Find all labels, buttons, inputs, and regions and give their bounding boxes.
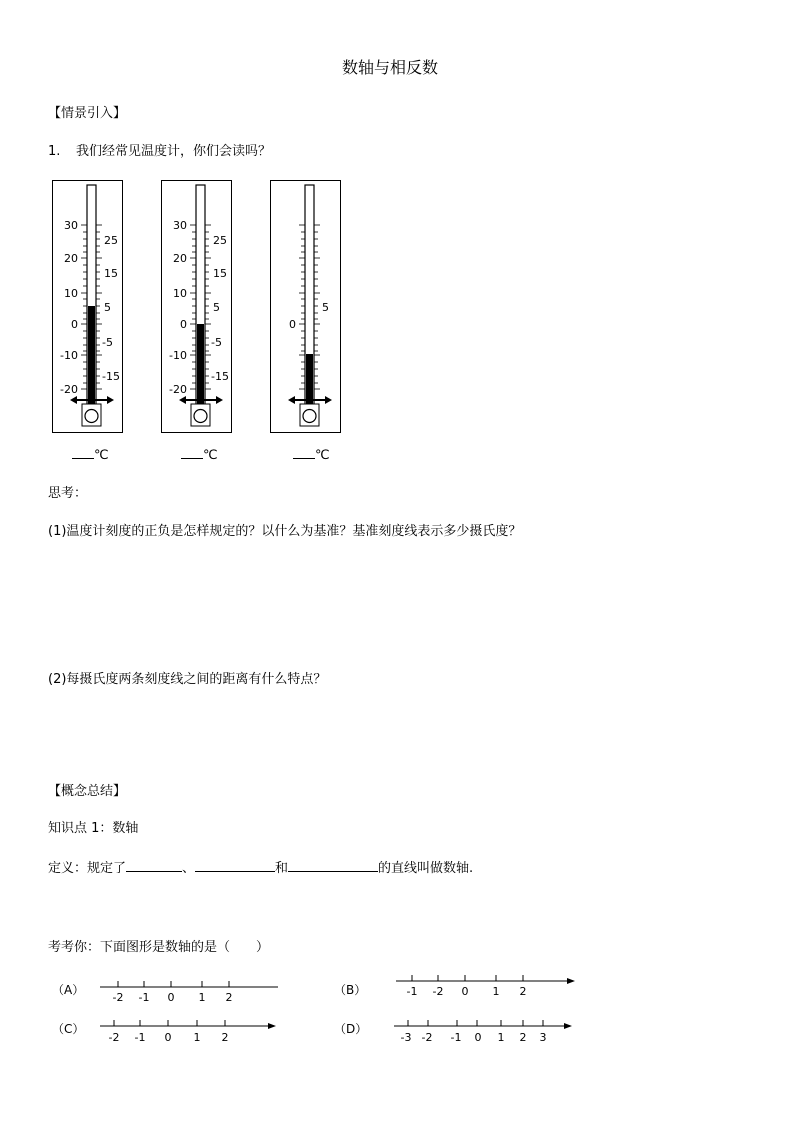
right-label: -5 bbox=[211, 336, 222, 349]
left-label: 20 bbox=[173, 252, 187, 265]
tick-label: -2 bbox=[112, 991, 124, 1004]
definition-line: 定义：规定了 、 和 的直线叫做数轴. bbox=[48, 861, 474, 876]
tick-label: 2 bbox=[225, 991, 233, 1004]
option-c-label[interactable]: （C） bbox=[52, 1022, 85, 1036]
tick-label: -3 bbox=[400, 1031, 412, 1044]
tick-label: 0 bbox=[474, 1031, 482, 1044]
left-label: 10 bbox=[64, 287, 78, 300]
answer-blank-2[interactable]: ℃ bbox=[181, 446, 218, 464]
option-d-label[interactable]: （D） bbox=[334, 1022, 368, 1036]
right-label: 5 bbox=[104, 301, 111, 314]
knowledge-point-1: 知识点 1：数轴 bbox=[48, 821, 139, 836]
tick-label: 1 bbox=[198, 991, 206, 1004]
left-label: 30 bbox=[173, 219, 187, 232]
tick-label: -1 bbox=[134, 1031, 146, 1044]
tick-label: 0 bbox=[461, 985, 469, 998]
right-label: 25 bbox=[104, 234, 118, 247]
definition-blank-1[interactable] bbox=[126, 859, 182, 872]
thermometer-3 bbox=[270, 180, 342, 434]
tick-label: 1 bbox=[497, 1031, 505, 1044]
left-label: 0 bbox=[180, 318, 187, 331]
tick-label: 0 bbox=[167, 991, 175, 1004]
question-number: 1. bbox=[48, 144, 61, 159]
think-question-2: (2)每摄氏度两条刻度线之间的距离有什么特点？ bbox=[48, 672, 327, 687]
left-label: 0 bbox=[289, 318, 296, 331]
tick-label: -1 bbox=[450, 1031, 462, 1044]
left-label: 0 bbox=[71, 318, 78, 331]
option-a-label[interactable]: （A） bbox=[52, 983, 85, 997]
question-text: 我们经常见温度计，你们会读吗？ bbox=[76, 144, 272, 159]
tick-label: -1 bbox=[138, 991, 150, 1004]
tick-label: 2 bbox=[221, 1031, 229, 1044]
right-label: 15 bbox=[104, 267, 118, 280]
tick-label: 3 bbox=[539, 1031, 547, 1044]
option-a-number-line bbox=[98, 976, 282, 1004]
definition-blank-2[interactable] bbox=[195, 859, 275, 872]
page-title: 数轴与相反数 bbox=[342, 58, 439, 77]
tick-label: -2 bbox=[432, 985, 444, 998]
section-heading-summary: 【概念总结】 bbox=[48, 784, 127, 799]
thermometer-1 bbox=[52, 180, 124, 434]
right-label: -15 bbox=[211, 370, 229, 383]
definition-blank-3[interactable] bbox=[288, 859, 378, 872]
right-label: -5 bbox=[102, 336, 113, 349]
right-label: -15 bbox=[102, 370, 120, 383]
left-label: 20 bbox=[64, 252, 78, 265]
think-question-1: (1)温度计刻度的正负是怎样规定的？以什么为基准？基准刻度线表示多少摄氏度？ bbox=[48, 524, 522, 539]
option-d-number-line bbox=[392, 1015, 578, 1045]
left-label: -10 bbox=[60, 349, 78, 362]
left-label: -10 bbox=[169, 349, 187, 362]
answer-blank-1[interactable]: ℃ bbox=[72, 446, 109, 464]
tick-label: -2 bbox=[108, 1031, 120, 1044]
tick-label: 0 bbox=[164, 1031, 172, 1044]
right-label: 5 bbox=[213, 301, 220, 314]
think-heading: 思考： bbox=[48, 486, 88, 501]
right-label: 15 bbox=[213, 267, 227, 280]
answer-blank-3[interactable]: ℃ bbox=[293, 446, 330, 464]
tick-label: -1 bbox=[406, 985, 418, 998]
left-label: -20 bbox=[60, 383, 78, 396]
section-heading-intro: 【情景引入】 bbox=[48, 106, 127, 121]
left-label: 10 bbox=[173, 287, 187, 300]
option-c-number-line bbox=[98, 1015, 282, 1045]
quiz-question: 考考你：下面图形是数轴的是（ ） bbox=[48, 940, 270, 955]
tick-label: 2 bbox=[519, 985, 527, 998]
right-label: 25 bbox=[213, 234, 227, 247]
right-label: 5 bbox=[322, 301, 329, 314]
tick-label: -2 bbox=[421, 1031, 433, 1044]
option-b-number-line bbox=[394, 970, 578, 998]
left-label: -20 bbox=[169, 383, 187, 396]
tick-label: 1 bbox=[193, 1031, 201, 1044]
tick-label: 2 bbox=[519, 1031, 527, 1044]
left-label: 30 bbox=[64, 219, 78, 232]
option-b-label[interactable]: （B） bbox=[334, 983, 367, 997]
thermometer-2 bbox=[161, 180, 233, 434]
tick-label: 1 bbox=[492, 985, 500, 998]
